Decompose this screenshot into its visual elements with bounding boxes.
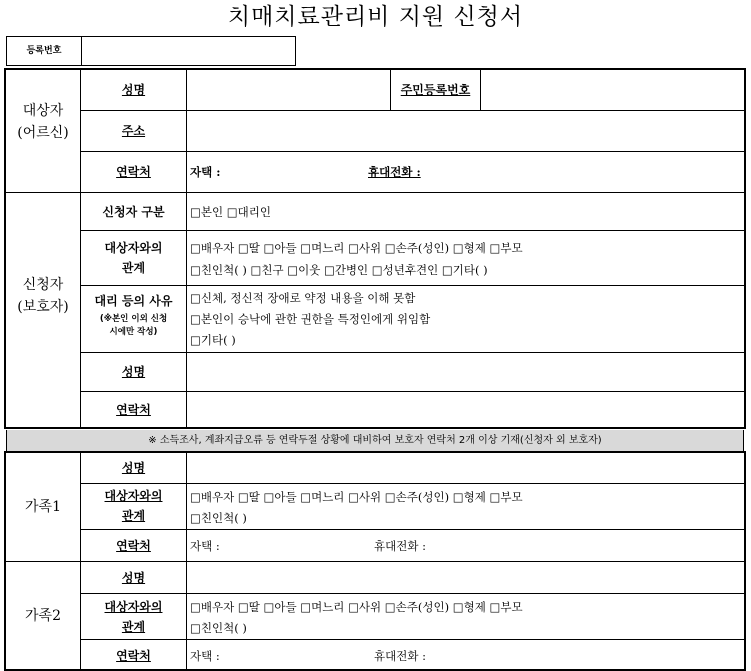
family1-relation-label: 대상자와의 관계 xyxy=(104,489,163,523)
applicant-contact-label: 연락처 xyxy=(116,403,151,417)
applicant-reason-option-2[interactable]: □본인이 승낙에 관한 권한을 특정인에게 위임함 xyxy=(190,312,431,326)
family2-header: 가족2 xyxy=(25,608,61,624)
subject-address-field[interactable] xyxy=(187,111,744,151)
applicant-type-label: 신청자 구분 xyxy=(102,205,165,219)
family2-contact-label: 연락처 xyxy=(116,649,151,663)
subject-rrn-label: 주민등록번호 xyxy=(400,83,471,97)
subject-name-field[interactable] xyxy=(187,70,390,110)
family2-relation-options-1[interactable]: □배우자 □딸 □아들 □며느리 □사위 □손주(성인) □형제 □부모 xyxy=(190,600,523,614)
family1-home-phone-label: 자택 : xyxy=(190,539,220,553)
subject-name-label: 성명 xyxy=(121,83,146,97)
subject-header: 대상자 (어르신) xyxy=(17,103,69,141)
registration-number-field[interactable] xyxy=(82,37,295,65)
family2-relation-label: 대상자와의 관계 xyxy=(104,600,163,634)
applicant-header: 신청자 (보호자) xyxy=(17,277,69,315)
applicant-relation-options-2[interactable]: □친인척( ) □친구 □이웃 □간병인 □성년후견인 □기타( ) xyxy=(190,263,488,277)
family1-name-label: 성명 xyxy=(121,461,146,475)
family1-contact-label: 연락처 xyxy=(116,539,151,553)
family1-mobile-label: 휴대전화 : xyxy=(374,539,426,553)
applicant-type-options[interactable]: □본인 □대리인 xyxy=(190,205,271,219)
applicant-name-field[interactable] xyxy=(187,353,744,391)
family2-home-phone-label: 자택 : xyxy=(190,649,220,663)
applicant-reason-note: (※본인 이외 신청 시에만 작성) xyxy=(99,314,168,337)
registration-number-box xyxy=(6,36,296,66)
subject-rrn-field[interactable] xyxy=(481,70,744,110)
page-title: 치매치료관리비 지원 신청서 xyxy=(227,4,524,30)
family2-name-field[interactable] xyxy=(187,562,744,593)
subject-applicant-section xyxy=(4,68,746,429)
family2-name-label: 성명 xyxy=(121,571,146,585)
subject-home-phone-label: 자택 : xyxy=(190,165,221,179)
applicant-relation-options-1[interactable]: □배우자 □딸 □아들 □며느리 □사위 □손주(성인) □형제 □부모 xyxy=(190,241,523,255)
applicant-reason-label: 대리 등의 사유 xyxy=(94,294,173,308)
applicant-name-label: 성명 xyxy=(121,365,146,379)
guardian-contact-note: ※ 소득조사, 계좌지급오류 등 연락두절 상황에 대비하여 보호자 연락처 2개 이상 기재(신청자 외 보호자) xyxy=(6,430,744,451)
family1-relation-options-1[interactable]: □배우자 □딸 □아들 □며느리 □사위 □손주(성인) □형제 □부모 xyxy=(190,490,523,504)
applicant-relation-label: 대상자와의 관계 xyxy=(104,241,163,275)
family2-mobile-label: 휴대전화 : xyxy=(374,649,426,663)
family1-name-field[interactable] xyxy=(187,453,744,483)
family1-header: 가족1 xyxy=(25,499,61,515)
family1-relation-options-2[interactable]: □친인척( ) xyxy=(190,511,247,525)
registration-number-label: 등록번호 xyxy=(7,37,82,65)
applicant-contact-field[interactable] xyxy=(187,392,744,427)
family-section xyxy=(4,451,746,671)
subject-contact-label: 연락처 xyxy=(116,165,151,179)
applicant-reason-option-1[interactable]: □신체, 정신적 장애로 약정 내용을 이해 못함 xyxy=(190,291,416,305)
subject-address-label: 주소 xyxy=(121,124,146,138)
subject-mobile-label: 휴대전화 : xyxy=(368,165,421,179)
family2-relation-options-2[interactable]: □친인척( ) xyxy=(190,621,247,635)
applicant-reason-option-3[interactable]: □기타( ) xyxy=(190,333,236,347)
